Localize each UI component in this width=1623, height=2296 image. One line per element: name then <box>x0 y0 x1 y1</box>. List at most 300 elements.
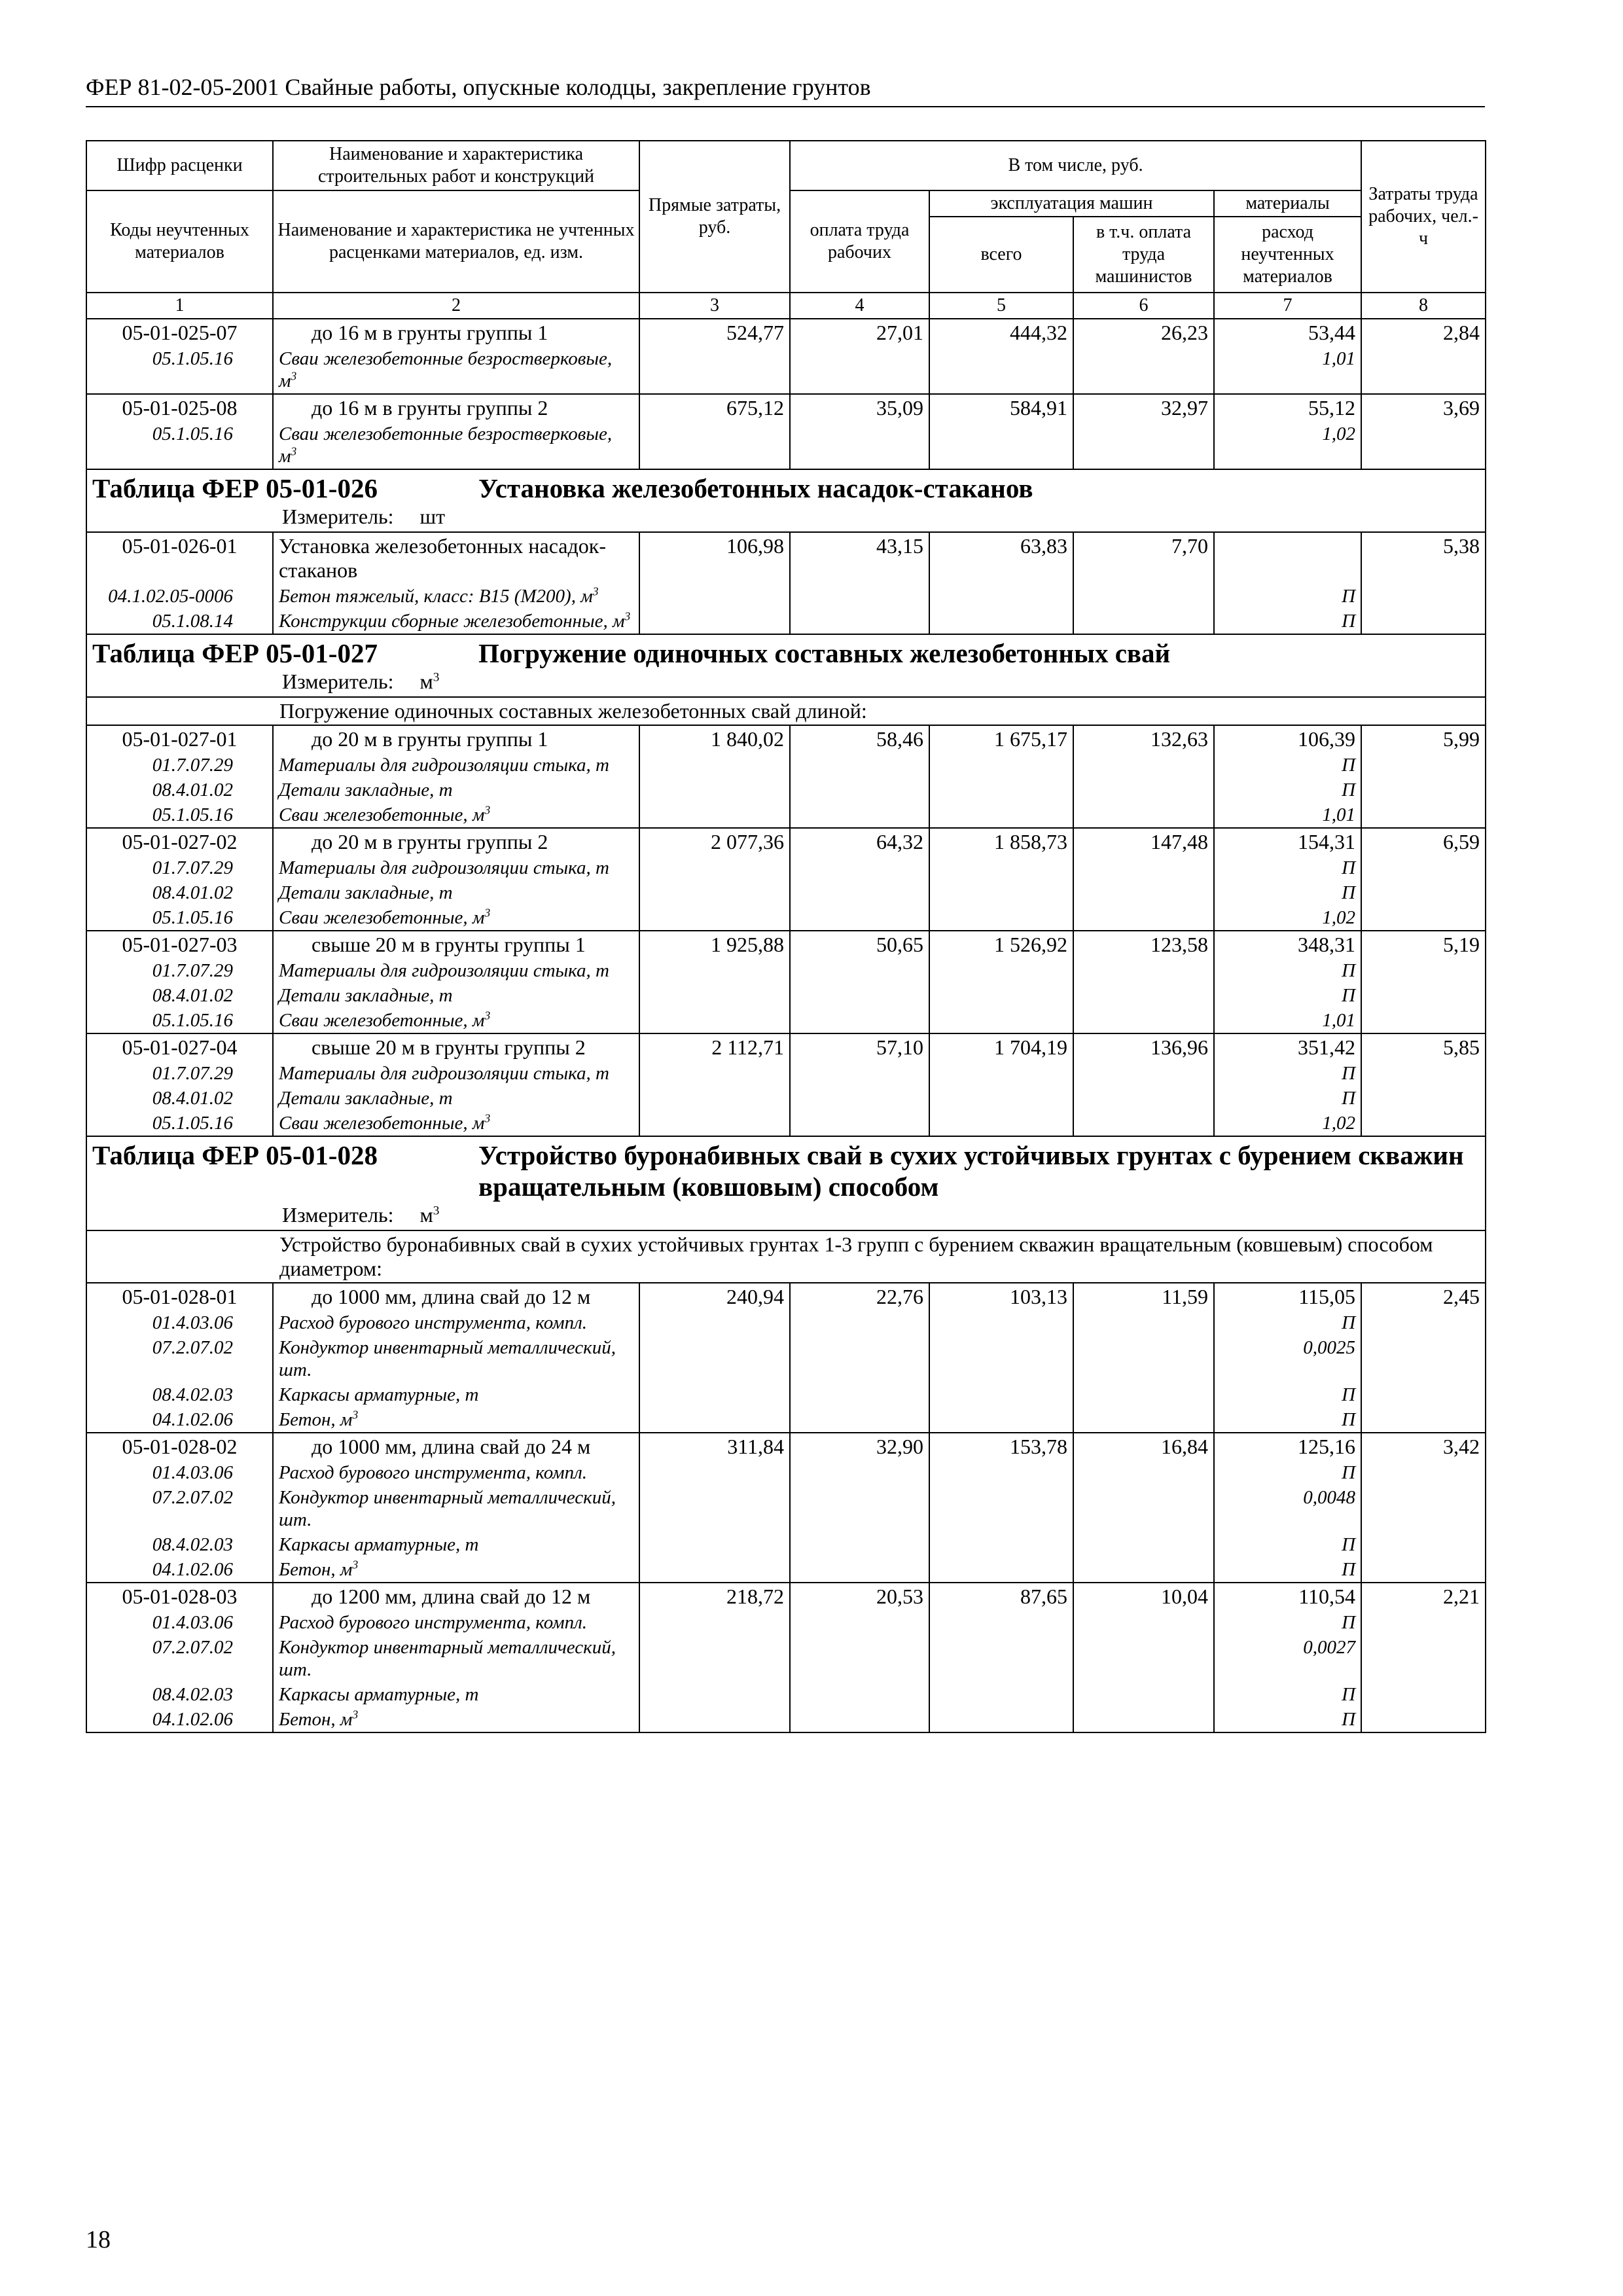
empty-cell <box>639 1557 790 1583</box>
measure-value-text: м <box>419 1203 433 1227</box>
material-name-text: Материалы для гидроизоляции стыка, т <box>279 960 609 981</box>
labor-hours: 2,45 <box>1361 1283 1486 1310</box>
empty-cell <box>929 346 1073 394</box>
empty-cell <box>1361 802 1486 828</box>
empty-cell <box>929 753 1073 778</box>
empty-cell <box>929 1407 1073 1433</box>
empty-cell <box>1073 1335 1214 1382</box>
rate-code: 05-01-026-01 <box>86 532 273 584</box>
empty-cell <box>929 609 1073 634</box>
direct-cost: 2 112,71 <box>639 1033 790 1061</box>
material-name <box>273 1111 639 1136</box>
rate-code: 05-01-028-01 <box>86 1283 273 1310</box>
empty-cell <box>1073 1382 1214 1407</box>
empty-cell <box>1073 1610 1214 1635</box>
empty-cell <box>929 1382 1073 1407</box>
unit-superscript: 3 <box>291 444 297 458</box>
measure-label: Измеритель: <box>282 670 394 693</box>
rate-row <box>86 319 1486 346</box>
material-row <box>86 1310 1486 1335</box>
material-name-text: Сваи железобетонные безростверковые, м <box>279 423 613 467</box>
unit-superscript: 3 <box>352 1708 359 1721</box>
col-wage-header: оплата труда рабочих <box>790 190 929 293</box>
material-code: 07.2.07.02 <box>86 1335 273 1382</box>
material-qty: П <box>1214 983 1361 1008</box>
material-code: 08.4.02.03 <box>86 1532 273 1557</box>
empty-cell <box>790 1310 929 1335</box>
empty-cell <box>1073 1635 1214 1682</box>
labor-wage: 50,65 <box>790 931 929 958</box>
col-labor-header: Затраты труда рабочих, чел.-ч <box>1361 141 1486 293</box>
material-qty: П <box>1214 753 1361 778</box>
empty-cell <box>1073 609 1214 634</box>
empty-cell <box>790 1061 929 1086</box>
empty-cell <box>929 1086 1073 1111</box>
material-qty: 1,02 <box>1214 1111 1361 1136</box>
machines-wage: 147,48 <box>1073 828 1214 855</box>
material-name <box>273 1335 639 1382</box>
machines-wage: 123,58 <box>1073 931 1214 958</box>
rate-row <box>86 1033 1486 1061</box>
material-row <box>86 1111 1486 1136</box>
col-direct-header: Прямые затраты, руб. <box>639 141 790 293</box>
empty-cell <box>1073 1061 1214 1086</box>
labor-hours: 5,38 <box>1361 532 1486 584</box>
material-row <box>86 1407 1486 1433</box>
material-row <box>86 1610 1486 1635</box>
empty-cell <box>790 609 929 634</box>
empty-cell <box>1361 1382 1486 1407</box>
empty-cell <box>639 1635 790 1682</box>
machines-wage: 11,59 <box>1073 1283 1214 1310</box>
rates-table <box>86 140 1486 1733</box>
rate-name: до 1000 мм, длина свай до 12 м <box>273 1283 639 1310</box>
labor-hours: 2,21 <box>1361 1583 1486 1610</box>
labor-wage: 20,53 <box>790 1583 929 1610</box>
material-row <box>86 584 1486 609</box>
material-name <box>273 778 639 802</box>
empty-cell <box>1361 1407 1486 1433</box>
group-description-row <box>86 1230 1486 1283</box>
material-name <box>273 346 639 394</box>
empty-cell <box>790 1460 929 1485</box>
empty-cell <box>1361 1557 1486 1583</box>
empty-cell <box>929 880 1073 905</box>
table-section-row <box>86 1136 1486 1230</box>
material-name <box>273 1610 639 1635</box>
material-name <box>273 1086 639 1111</box>
direct-cost: 2 077,36 <box>639 828 790 855</box>
column-number: 7 <box>1214 293 1361 319</box>
empty-cell <box>790 958 929 983</box>
material-name <box>273 1460 639 1485</box>
empty-cell <box>1361 1310 1486 1335</box>
material-qty: П <box>1214 1310 1361 1335</box>
empty-cell <box>1361 958 1486 983</box>
empty-cell <box>929 1111 1073 1136</box>
column-numbers-row <box>86 293 1486 319</box>
material-name-text: Детали закладные, т <box>279 882 453 903</box>
column-number: 4 <box>790 293 929 319</box>
empty-cell <box>1361 422 1486 469</box>
rate-code: 05-01-027-02 <box>86 828 273 855</box>
group-description-text: Устройство буронабивных свай в сухих устойчивых грунтах 1-3 групп с бурением скважин вращательным (ковшевым) способом диаметром: <box>279 1232 1433 1280</box>
material-code: 05.1.05.16 <box>86 1008 273 1033</box>
material-row <box>86 346 1486 394</box>
col-incl-header: В том числе, руб. <box>790 141 1361 190</box>
material-qty: 1,01 <box>1214 1008 1361 1033</box>
material-row <box>86 609 1486 634</box>
empty-cell <box>790 1532 929 1557</box>
rate-row <box>86 725 1486 753</box>
empty-cell <box>639 1532 790 1557</box>
column-number: 6 <box>1073 293 1214 319</box>
empty-cell <box>1073 1310 1214 1335</box>
empty-cell <box>1073 1008 1214 1033</box>
empty-cell <box>790 1086 929 1111</box>
material-name-text: Каркасы арматурные, т <box>279 1534 479 1555</box>
material-name <box>273 905 639 931</box>
table-name: Устройство буронабивных свай в сухих устойчивых грунтах с бурением скважин вращательным (ковшовым) способом <box>478 1140 1464 1202</box>
empty-cell <box>1361 1335 1486 1382</box>
rate-row <box>86 532 1486 584</box>
unit-superscript: 3 <box>484 1009 491 1022</box>
empty-cell <box>639 753 790 778</box>
table-section <box>86 469 1486 532</box>
measure-unit <box>92 504 1480 529</box>
empty-cell <box>929 1610 1073 1635</box>
labor-wage: 22,76 <box>790 1283 929 1310</box>
empty-cell <box>790 1382 929 1407</box>
empty-cell <box>790 346 929 394</box>
empty-cell <box>790 1682 929 1707</box>
col-matcodes-header: Коды неучтенных материалов <box>86 190 273 293</box>
material-name <box>273 753 639 778</box>
material-name-text: Сваи железобетонные безростверковые, м <box>279 348 613 391</box>
empty-cell <box>1361 778 1486 802</box>
empty-cell <box>929 983 1073 1008</box>
rate-code: 05-01-028-02 <box>86 1433 273 1460</box>
col-machines-header: эксплуатация машин <box>929 190 1214 217</box>
col-code-header: Шифр расценки <box>86 141 273 190</box>
material-name-text: Бетон, м <box>279 1709 353 1730</box>
table-section-row <box>86 634 1486 697</box>
material-qty: П <box>1214 1682 1361 1707</box>
labor-wage: 58,46 <box>790 725 929 753</box>
empty-cell <box>1361 1635 1486 1682</box>
material-name-text: Расход бурового инструмента, компл. <box>279 1462 588 1483</box>
rate-row <box>86 931 1486 958</box>
empty-cell <box>639 584 790 609</box>
material-qty: П <box>1214 778 1361 802</box>
empty-cell <box>639 1008 790 1033</box>
material-qty: П <box>1214 1382 1361 1407</box>
rate-name: до 1200 мм, длина свай до 12 м <box>273 1583 639 1610</box>
material-qty: П <box>1214 1086 1361 1111</box>
empty-cell <box>790 855 929 880</box>
materials-cost: 115,05 <box>1214 1283 1361 1310</box>
materials-cost: 348,31 <box>1214 931 1361 958</box>
empty-cell <box>929 958 1073 983</box>
table-section <box>86 1136 1486 1230</box>
material-row <box>86 1707 1486 1732</box>
empty-cell <box>929 1532 1073 1557</box>
measure-value-text: м <box>419 670 433 693</box>
empty-cell <box>639 1086 790 1111</box>
direct-cost: 675,12 <box>639 394 790 422</box>
material-name-text: Кондуктор инвентарный металлический, шт. <box>279 1337 616 1380</box>
machines-total: 1 704,19 <box>929 1033 1073 1061</box>
material-code: 01.7.07.29 <box>86 958 273 983</box>
measure-value <box>420 1203 440 1227</box>
table-code: Таблица ФЕР 05-01-026 <box>92 473 378 503</box>
empty-cell <box>1361 983 1486 1008</box>
empty-cell <box>1361 855 1486 880</box>
material-row <box>86 1532 1486 1557</box>
empty-cell <box>1073 1532 1214 1557</box>
material-row <box>86 880 1486 905</box>
material-code: 08.4.01.02 <box>86 880 273 905</box>
material-row <box>86 1086 1486 1111</box>
empty-cell <box>1361 1061 1486 1086</box>
material-row <box>86 1061 1486 1086</box>
material-code: 01.4.03.06 <box>86 1460 273 1485</box>
labor-wage: 35,09 <box>790 394 929 422</box>
table-section <box>86 634 1486 697</box>
material-name-text: Каркасы арматурные, т <box>279 1684 479 1705</box>
rate-name: до 20 м в грунты группы 1 <box>273 725 639 753</box>
material-name-text: Материалы для гидроизоляции стыка, т <box>279 857 609 878</box>
labor-wage: 27,01 <box>790 319 929 346</box>
material-qty: П <box>1214 1407 1361 1433</box>
material-name-text: Детали закладные, т <box>279 1088 453 1109</box>
empty-cell <box>639 609 790 634</box>
empty-cell <box>1361 1485 1486 1532</box>
empty-cell <box>929 584 1073 609</box>
empty-cell <box>790 778 929 802</box>
table-title <box>92 637 1480 669</box>
empty-cell <box>639 1382 790 1407</box>
rates-table-body <box>86 141 1486 1732</box>
empty-cell <box>1073 1485 1214 1532</box>
machines-total: 1 675,17 <box>929 725 1073 753</box>
material-name <box>273 1382 639 1407</box>
empty-cell <box>1361 880 1486 905</box>
material-qty: П <box>1214 1707 1361 1732</box>
empty-cell <box>1361 1610 1486 1635</box>
material-name <box>273 1485 639 1532</box>
measure-unit <box>92 1202 1480 1227</box>
empty-cell <box>1361 346 1486 394</box>
empty-cell <box>929 855 1073 880</box>
direct-cost: 1 925,88 <box>639 931 790 958</box>
empty-cell <box>1361 753 1486 778</box>
empty-cell <box>790 1635 929 1682</box>
unit-superscript: 3 <box>352 1408 359 1422</box>
material-qty: П <box>1214 1610 1361 1635</box>
material-name <box>273 802 639 828</box>
material-qty: П <box>1214 1557 1361 1583</box>
machines-total: 87,65 <box>929 1583 1073 1610</box>
unit-superscript: 3 <box>433 1204 440 1218</box>
machines-total: 153,78 <box>929 1433 1073 1460</box>
labor-hours: 5,99 <box>1361 725 1486 753</box>
material-name-text: Бетон тяжелый, класс: В15 (М200), м <box>279 586 593 607</box>
empty-cell <box>929 1310 1073 1335</box>
empty-cell <box>639 346 790 394</box>
materials-cost <box>1214 532 1361 584</box>
material-name <box>273 1557 639 1583</box>
material-qty: П <box>1214 1532 1361 1557</box>
rate-code: 05-01-028-03 <box>86 1583 273 1610</box>
empty-cell <box>1361 1111 1486 1136</box>
material-qty: П <box>1214 958 1361 983</box>
machines-wage: 132,63 <box>1073 725 1214 753</box>
empty-cell <box>929 1635 1073 1682</box>
empty-cell <box>790 753 929 778</box>
material-name-text: Каркасы арматурные, т <box>279 1384 479 1405</box>
material-code: 01.7.07.29 <box>86 753 273 778</box>
material-qty: П <box>1214 1460 1361 1485</box>
material-qty: 0,0025 <box>1214 1335 1361 1382</box>
empty-cell <box>790 802 929 828</box>
group-description-text: Погружение одиночных составных железобетонных свай длиной: <box>279 699 867 723</box>
unit-superscript: 3 <box>352 1558 359 1571</box>
material-code: 04.1.02.06 <box>86 1707 273 1732</box>
group-description <box>86 697 1486 725</box>
material-qty: П <box>1214 584 1361 609</box>
material-name <box>273 1061 639 1086</box>
machines-wage: 16,84 <box>1073 1433 1214 1460</box>
col-machines-total-header: всего <box>929 217 1073 293</box>
empty-cell <box>929 778 1073 802</box>
material-code: 01.7.07.29 <box>86 855 273 880</box>
rate-row <box>86 1283 1486 1310</box>
material-code: 01.7.07.29 <box>86 1061 273 1086</box>
empty-cell <box>929 1061 1073 1086</box>
unit-superscript: 3 <box>484 1111 491 1125</box>
material-name-text: Материалы для гидроизоляции стыка, т <box>279 1063 609 1084</box>
material-code: 08.4.01.02 <box>86 983 273 1008</box>
empty-cell <box>790 584 929 609</box>
material-qty: 0,0048 <box>1214 1485 1361 1532</box>
empty-cell <box>790 1407 929 1433</box>
material-name <box>273 1407 639 1433</box>
material-code: 05.1.05.16 <box>86 422 273 469</box>
empty-cell <box>1073 1707 1214 1732</box>
empty-cell <box>790 1485 929 1532</box>
empty-cell <box>790 1111 929 1136</box>
material-qty: П <box>1214 855 1361 880</box>
material-name <box>273 1310 639 1335</box>
measure-label: Измеритель: <box>282 1203 394 1227</box>
col-machines-wage-header: в т.ч. оплата труда машинистов <box>1073 217 1214 293</box>
material-row <box>86 753 1486 778</box>
empty-cell <box>639 1335 790 1382</box>
group-description <box>86 1230 1486 1283</box>
empty-cell <box>639 905 790 931</box>
empty-cell <box>929 1707 1073 1732</box>
material-name <box>273 855 639 880</box>
empty-cell <box>639 1061 790 1086</box>
materials-cost: 110,54 <box>1214 1583 1361 1610</box>
material-code: 05.1.05.16 <box>86 802 273 828</box>
column-number: 1 <box>86 293 273 319</box>
empty-cell <box>790 1610 929 1635</box>
machines-total: 63,83 <box>929 532 1073 584</box>
direct-cost: 1 840,02 <box>639 725 790 753</box>
empty-cell <box>639 422 790 469</box>
material-qty: П <box>1214 609 1361 634</box>
labor-hours: 3,42 <box>1361 1433 1486 1460</box>
rate-name: Установка железобетонных насадок-стаканов <box>273 532 639 584</box>
material-name <box>273 1008 639 1033</box>
empty-cell <box>1073 1460 1214 1485</box>
rate-row <box>86 394 1486 422</box>
material-code: 08.4.01.02 <box>86 1086 273 1111</box>
table-code: Таблица ФЕР 05-01-028 <box>92 1140 378 1170</box>
material-row <box>86 1008 1486 1033</box>
measure-value <box>420 505 446 528</box>
empty-cell <box>929 802 1073 828</box>
labor-hours: 5,19 <box>1361 931 1486 958</box>
unit-superscript: 3 <box>484 803 491 817</box>
material-row <box>86 1557 1486 1583</box>
machines-total: 103,13 <box>929 1283 1073 1310</box>
material-name-text: Расход бурового инструмента, компл. <box>279 1612 588 1633</box>
material-qty: 1,01 <box>1214 802 1361 828</box>
rate-name: до 1000 мм, длина свай до 24 м <box>273 1433 639 1460</box>
col-materials-header: материалы <box>1214 190 1361 217</box>
empty-cell <box>1073 346 1214 394</box>
material-row <box>86 958 1486 983</box>
material-name-text: Бетон, м <box>279 1409 353 1430</box>
material-name <box>273 880 639 905</box>
empty-cell <box>929 1460 1073 1485</box>
material-code: 05.1.05.16 <box>86 905 273 931</box>
material-name-text: Сваи железобетонные, м <box>279 804 485 825</box>
empty-cell <box>639 1707 790 1732</box>
empty-cell <box>1361 1086 1486 1111</box>
table-name: Погружение одиночных составных железобетонных свай <box>478 638 1171 668</box>
material-name-text: Сваи железобетонные, м <box>279 1010 485 1031</box>
empty-cell <box>639 1460 790 1485</box>
empty-cell <box>1073 855 1214 880</box>
material-row <box>86 983 1486 1008</box>
material-qty: 1,02 <box>1214 905 1361 931</box>
direct-cost: 524,77 <box>639 319 790 346</box>
empty-cell <box>929 1335 1073 1382</box>
empty-cell <box>639 855 790 880</box>
unit-superscript: 3 <box>433 670 440 685</box>
materials-cost: 53,44 <box>1214 319 1361 346</box>
materials-cost: 351,42 <box>1214 1033 1361 1061</box>
rate-row <box>86 828 1486 855</box>
empty-cell <box>1073 753 1214 778</box>
materials-cost: 154,31 <box>1214 828 1361 855</box>
table-code: Таблица ФЕР 05-01-027 <box>92 638 378 668</box>
material-name-text: Детали закладные, т <box>279 985 453 1006</box>
material-row <box>86 422 1486 469</box>
material-name <box>273 958 639 983</box>
unit-superscript: 3 <box>291 369 297 383</box>
empty-cell <box>1073 1086 1214 1111</box>
empty-cell <box>790 880 929 905</box>
empty-cell <box>1073 1557 1214 1583</box>
labor-hours: 3,69 <box>1361 394 1486 422</box>
material-code: 04.1.02.06 <box>86 1557 273 1583</box>
column-number: 8 <box>1361 293 1486 319</box>
